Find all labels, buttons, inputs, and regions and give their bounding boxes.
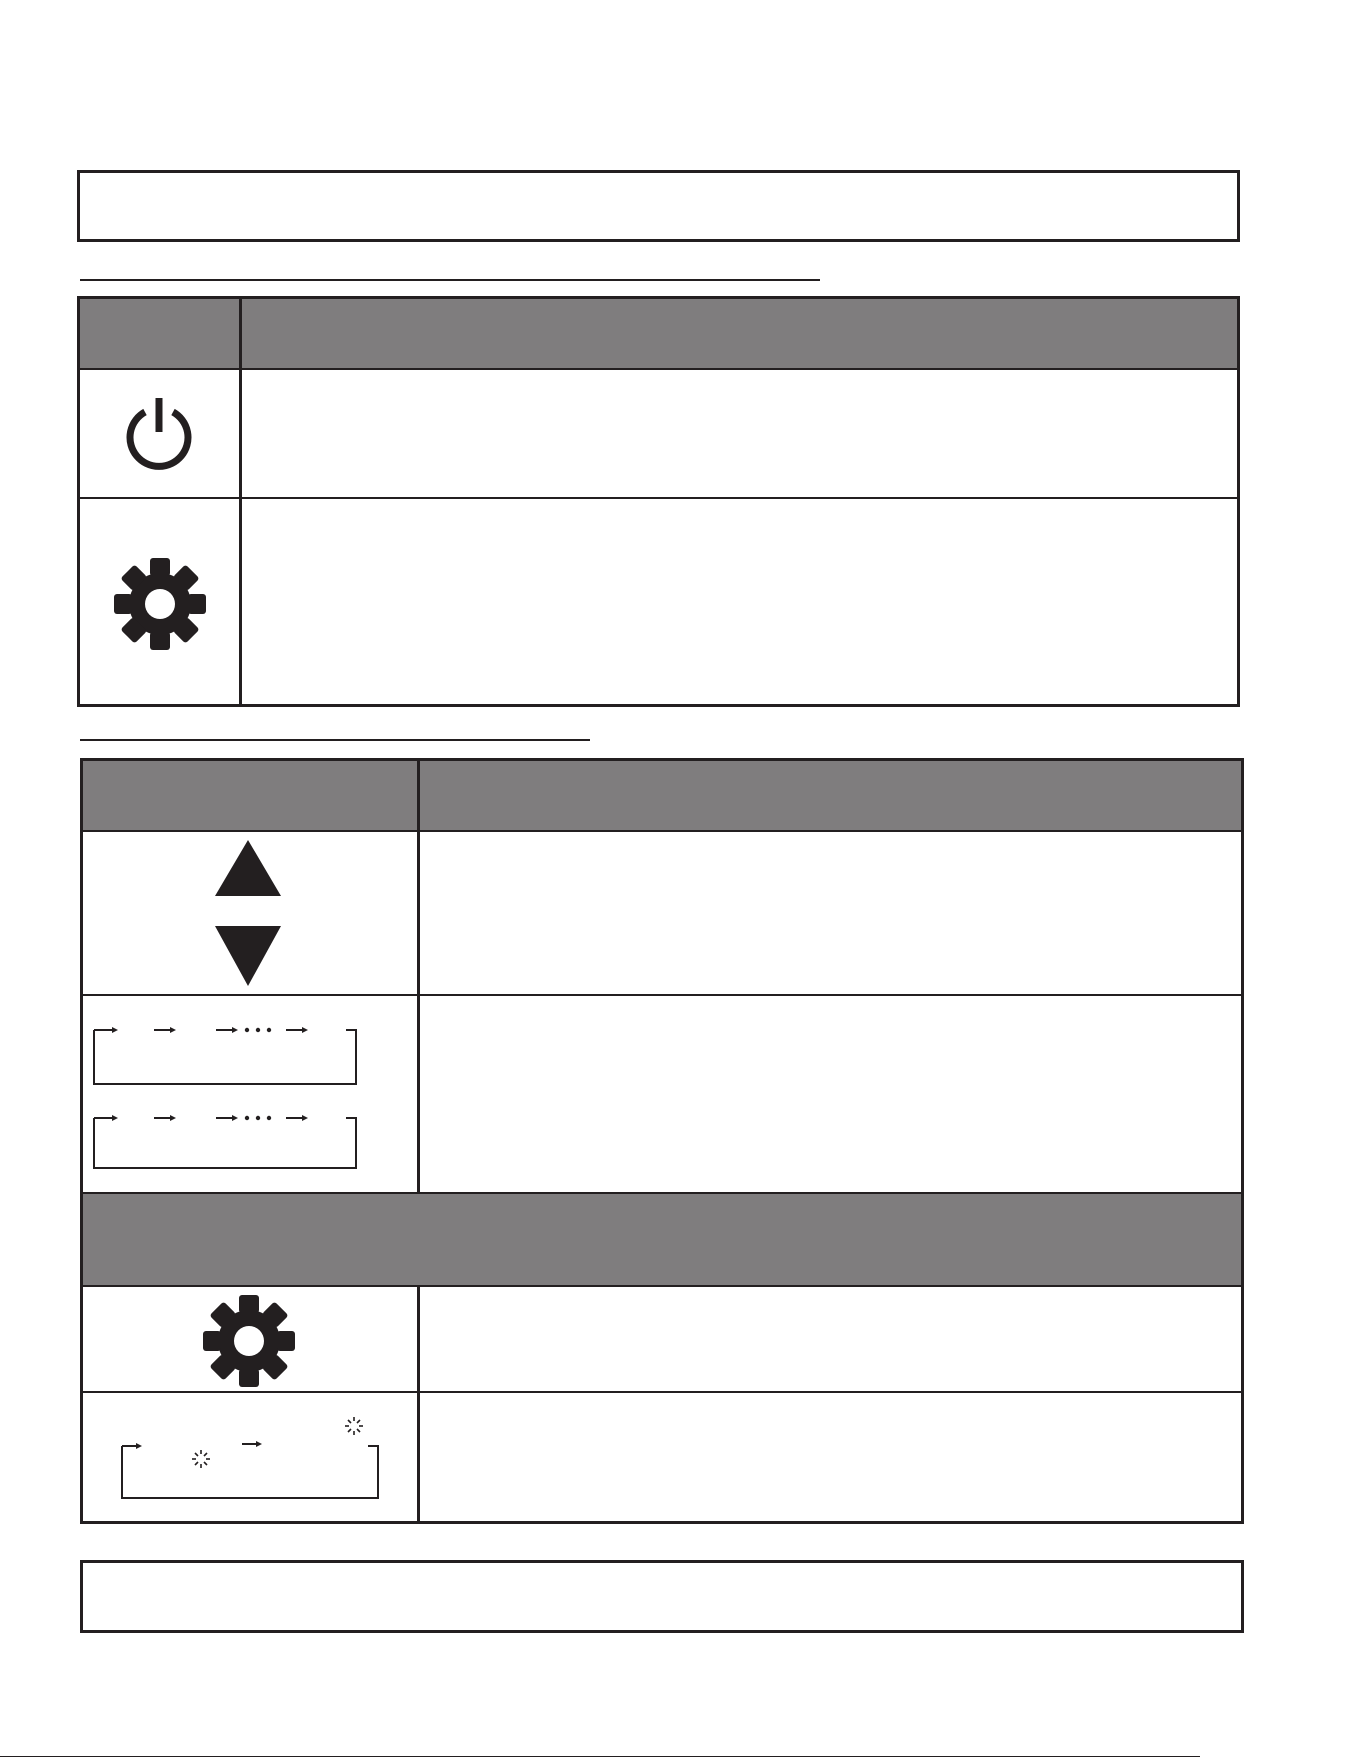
section-2-heading-rule	[80, 739, 590, 741]
operation-subheader	[83, 1194, 1241, 1285]
bottom-note-box	[80, 1560, 1244, 1633]
section-1-heading-rule	[80, 279, 820, 281]
operation-row-rule-3	[83, 1391, 1241, 1393]
operation-row-rule-1	[83, 994, 1241, 996]
operation-col-divider-lower	[417, 1285, 420, 1521]
controls-row-rule	[80, 497, 1237, 499]
section-1-heading	[80, 250, 820, 274]
operation-table-header	[83, 761, 1241, 831]
controls-header-rule	[80, 368, 1237, 370]
top-note-box	[77, 170, 1240, 242]
gear-icon-small	[203, 1295, 295, 1387]
controls-table-header	[80, 299, 1237, 369]
operation-subheader-rule	[83, 1285, 1241, 1287]
blinking-sequence-diagram	[118, 1410, 388, 1510]
operation-header-rule	[83, 830, 1241, 832]
section-2-heading	[80, 712, 590, 736]
up-down-arrows-icon[interactable]	[213, 838, 283, 990]
top-note-text	[80, 173, 1237, 213]
cycle-sequence-diagram	[90, 1018, 370, 1188]
power-icon	[123, 396, 195, 472]
operation-col-divider-upper	[417, 761, 420, 1194]
bottom-note-text	[83, 1563, 1241, 1603]
page-footer-rule	[0, 1756, 1200, 1757]
gear-icon	[114, 558, 206, 650]
controls-col-divider	[239, 299, 242, 704]
